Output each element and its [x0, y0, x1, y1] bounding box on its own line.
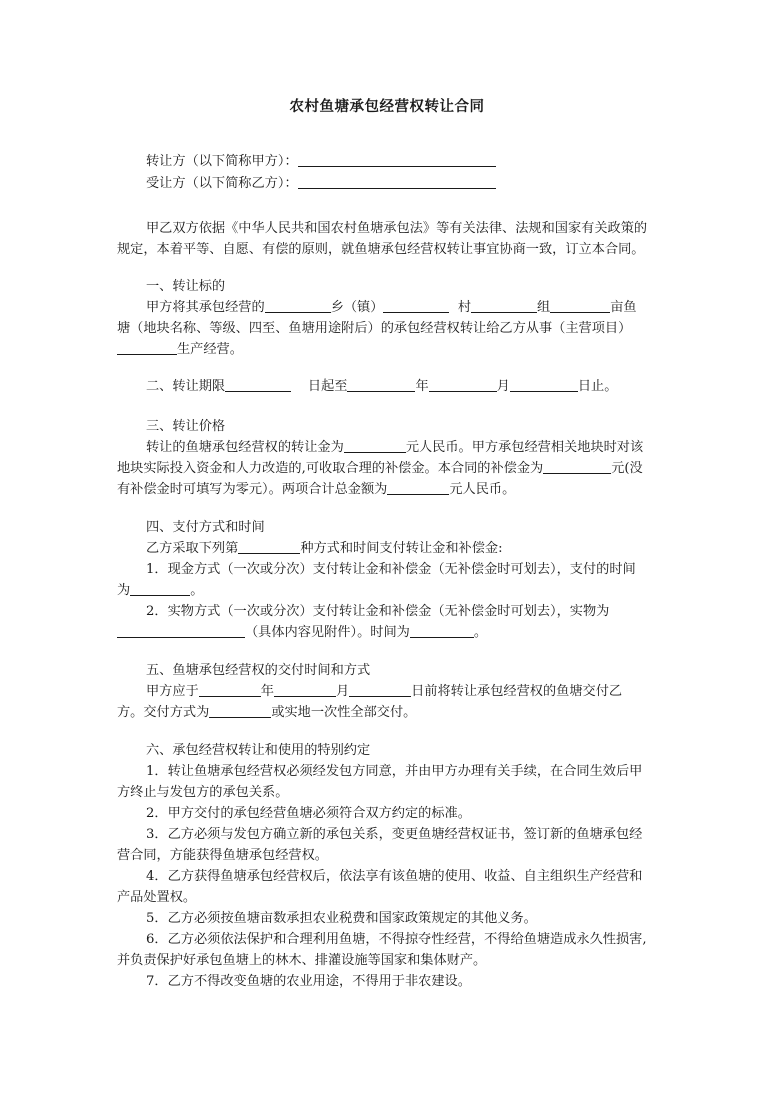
s2-text-b: 日起至 [307, 379, 348, 394]
s3-text-c: 地块实际投入资金和人力改造的,可收取合理的补偿金。本合同的补偿金为 [117, 461, 544, 476]
intro-line-2: 规定，本着平等、自愿、有偿的原则，就鱼塘承包经营权转让事宜协商一致，订立本合同。 [117, 242, 645, 257]
end-year-blank[interactable] [347, 377, 415, 392]
transferee-line [146, 174, 496, 194]
section-4-line-1 [146, 539, 503, 559]
transferor-line [146, 152, 496, 172]
section-6-line: 3．乙方必须与发包方确立新的承包关系，变更鱼塘经营权证书，签订新的鱼塘承包经 [146, 827, 643, 842]
s4-text-b: 种方式和时间支付转让金和补偿金: [300, 541, 503, 556]
section-4-heading: 四、支付方式和时间 [146, 520, 265, 535]
s5-text-d: 日前将转让承包经营权的鱼塘交付乙 [411, 684, 623, 699]
s4-text-f: 。 [473, 625, 488, 640]
s1-text-b: 乡（镇） [330, 300, 384, 315]
s2-text-d: 月 [496, 379, 510, 394]
compensation-blank[interactable] [543, 459, 611, 474]
business-blank[interactable] [117, 340, 177, 355]
s1-text-d: 组 [537, 300, 551, 315]
transferor-blank[interactable] [298, 152, 496, 167]
transfer-fee-blank[interactable] [344, 438, 406, 453]
in-kind-time-blank[interactable] [410, 623, 474, 638]
document-title: 农村鱼塘承包经营权转让合同 [289, 98, 485, 115]
section-1-line-2: 塘（地块名称、等级、四至、鱼塘用途附后）的承包经营权转让给乙方从事（主营项目） [117, 321, 632, 336]
section-6-line: 方终止与发包方的承包关系。 [117, 785, 289, 800]
s4-text-c: 为 [117, 583, 131, 598]
in-kind-blank[interactable] [117, 623, 245, 638]
section-6-line: 5．乙方必须按鱼塘亩数承担农业税费和国家政策规定的其他义务。 [146, 911, 537, 926]
section-6-heading: 六、承包经营权转让和使用的特别约定 [146, 743, 371, 758]
section-6-line: 6．乙方必须依法保护和合理利用鱼塘，不得掠夺性经营，不得给鱼塘造成永久性损害, [146, 932, 647, 947]
section-4-line-2: 1．现金方式（一次或分次）支付转让金和补偿金（无补偿金时可划去），支付的时间 [146, 562, 636, 577]
s2-heading: 二、转让期限 [146, 379, 226, 394]
section-5-heading: 五、鱼塘承包经营权的交付时间和方式 [146, 663, 371, 678]
delivery-month-blank[interactable] [274, 682, 336, 697]
s4-text-e: （具体内容见附件）。时间为 [245, 625, 410, 640]
transferee-label: 受让方（以下简称乙方）： [146, 176, 298, 191]
section-6-line: 产品处置权。 [117, 890, 197, 905]
section-1-heading: 一、转让标的 [146, 279, 226, 294]
section-3-line-1 [146, 438, 643, 458]
cash-time-blank[interactable] [130, 581, 190, 596]
s5-text-f: 或实地一次性全部交付。 [271, 705, 417, 720]
delivery-method-blank[interactable] [209, 703, 271, 718]
section-6-line: 7．乙方不得改变鱼塘的农业用途，不得用于非农建设。 [146, 974, 471, 989]
s3-text-f: 元人民币。 [449, 482, 516, 497]
section-6-line: 营合同，方能获得鱼塘承包经营权。 [117, 848, 328, 863]
s4-text-d: 。 [190, 583, 204, 598]
s5-text-b: 年 [260, 684, 274, 699]
s1-text-c: 村 [457, 300, 472, 315]
s1-text-e: 亩鱼 [610, 300, 637, 315]
pond-location-blank[interactable] [265, 298, 331, 313]
end-month-blank[interactable] [429, 377, 497, 392]
section-3-line-3 [117, 480, 515, 500]
s1-text-a: 甲方将其承包经营的 [146, 300, 265, 315]
section-6-line: 并负责保护好承包鱼塘上的林木、排灌设施等国家和集体财产。 [117, 953, 487, 968]
delivery-day-blank[interactable] [349, 682, 411, 697]
section-4-line-5 [117, 623, 487, 643]
transferee-blank[interactable] [298, 174, 496, 189]
s5-text-a: 甲方应于 [146, 684, 199, 699]
end-day-blank[interactable] [510, 377, 578, 392]
section-1-line-3 [117, 340, 243, 360]
intro-line-1: 甲乙双方依据《中华人民共和国农村鱼塘承包法》等有关法律、法规和国家有关政策的 [146, 221, 648, 236]
s2-text-e: 日止。 [577, 379, 618, 394]
s3-text-e: 有补偿金时可填写为零元）。两项合计总金额为 [117, 482, 388, 497]
s5-text-e: 方。交付方式为 [117, 705, 210, 720]
section-6-line: 4．乙方获得鱼塘承包经营权后，依法享有该鱼塘的使用、收益、自主组织生产经营和 [146, 869, 643, 884]
township-blank[interactable] [383, 298, 449, 313]
s5-text-c: 月 [335, 684, 350, 699]
section-3-heading: 三、转让价格 [146, 419, 226, 434]
payment-option-blank[interactable] [238, 539, 300, 554]
s1-text-f: 生产经营。 [177, 342, 243, 357]
section-2-line [146, 377, 617, 397]
term-blank[interactable] [225, 377, 291, 392]
s4-text-a: 乙方采取下列第 [146, 541, 239, 556]
section-1-line-1 [146, 298, 637, 318]
s2-text-c: 年 [415, 379, 429, 394]
section-5-line-2 [117, 703, 416, 723]
section-6-line: 1．转让鱼塘承包经营权必须经发包方同意，并由甲方办理有关手续，在合同生效后甲 [146, 764, 643, 779]
section-6-line: 2．甲方交付的承包经营鱼塘必须符合双方约定的标准。 [146, 806, 471, 821]
s3-text-b: 元人民币。甲方承包经营相关地块时对该 [405, 440, 644, 455]
s3-text-d: 元(没 [611, 461, 643, 476]
section-4-line-4: 2．实物方式（一次或分次）支付转让金和补偿金（无补偿金时可划去），实物为 [146, 604, 610, 619]
s3-text-a: 转让的鱼塘承包经营权的转让金为 [146, 440, 344, 455]
village-blank[interactable] [471, 298, 537, 313]
transferor-label: 转让方（以下简称甲方）： [146, 154, 298, 169]
section-3-line-2 [117, 459, 643, 479]
total-amount-blank[interactable] [387, 480, 449, 495]
group-blank[interactable] [550, 298, 610, 313]
section-5-line-1 [146, 682, 622, 702]
delivery-year-blank[interactable] [199, 682, 261, 697]
section-4-line-3 [117, 581, 203, 601]
